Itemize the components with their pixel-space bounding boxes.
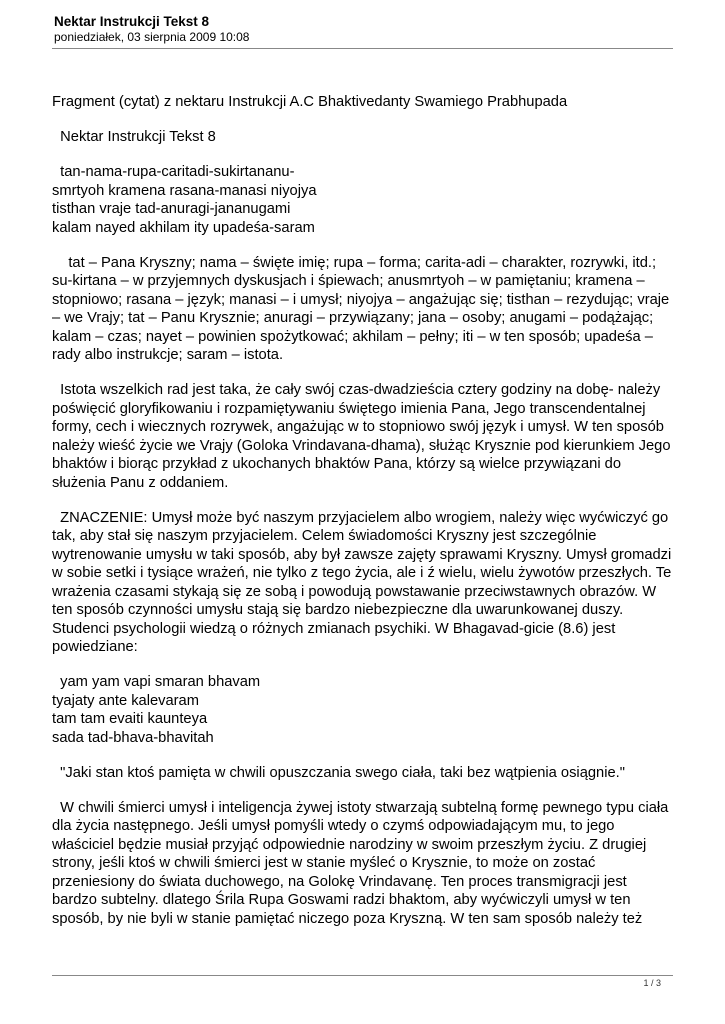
paragraph-synonyms: tat – Pana Kryszny; nama – święte imię; rupa – forma; carita-adi – charakter, rozrywki, itd.; su-kirtana – w przyjemnych dyskusjach i śpiewach; anusmrtyoh – w pamiętaniu; kramena – stopniowo; rasana – język; manasi – i umysł; niyojya – angażując się; tisthan – rezydując; vraje – we Vrajy; tat – Panu Krysznie; anuragi – przywiązany; jana – osoby; anugami – podążając; kalam – czas; nayet – powinien spożytkować; akhilam – pełny; iti – w ten sposób; upadeśa – rady albo instrukcje; saram – istota. bbox=[52, 254, 670, 363]
page-number: 1 / 3 bbox=[643, 978, 661, 988]
verse-sanskrit: tan-nama-rupa-caritadi-sukirtananu- smrtyoh kramena rasana-manasi niyojya tisthan vraje tad-anuragi-jananugami kalam nayed akhilam ity upadeśa-saram bbox=[52, 164, 317, 236]
document-date: poniedziałek, 03 sierpnia 2009 10:08 bbox=[54, 30, 250, 44]
verse-gita: yam yam vapi smaran bhavam tyajaty ante kalevaram tam tam evaiti kaunteya sada tad-bhava-bhavitah bbox=[52, 674, 261, 746]
paragraph-purport-continued: W chwili śmierci umysł i inteligencja żywej istoty stwarzają subtelną formę pewnego typu ciała dla życia następnego. Jeśli umysł pomyśli wtedy o czymś odpowiadającym mu, to jego właściciel będzie musiał przyjąć odpowiednie narodziny w swoim przeszłym życiu. Z drugiej strony, jeśli ktoś w chwili śmierci jest w stanie myśleć o Krysznie, to może on zostać przeniesiony do świata duchowego, na Golokę Vrindavanę. Ten proces transmigracji jest bardzo subtelny. dlatego Śrila Rupa Goswami radzi bhaktom, aby wyćwiczyli umysł w ten sposób, by nie byli w stanie pamiętać niczego poza Kryszną. W ten sam sposób należy też bbox=[52, 799, 669, 927]
document-body bbox=[52, 93, 676, 945]
header-divider bbox=[52, 48, 673, 49]
paragraph-purport: ZNACZENIE: Umysł może być naszym przyjacielem albo wrogiem, należy więc wyćwiczyć go tak, aby stał się naszym przyjacielem. Celem świadomości Kryszny jest szczególnie wytrenowanie umysłu w taki sposób, aby był zawsze zajęty sprawami Kryszny. Umysł gromadzi w sobie setki i tysiące wrażeń, nie tylko z tego życia, ale i ź wielu, wielu żywotów przeszłych. Te wrażenia czasami stykają się ze sobą i powodują powstawanie przeciwstawnych obrazów. W ten sposób czynności umysłu stają się bardzo niebezpieczne dla uwarunkowanej duszy. Studenci psychologii wiedzą o różnych zmianach psychiki. W Bhagavad-gicie (8.6) jest powiedziane: bbox=[52, 509, 672, 655]
footer-divider bbox=[52, 975, 673, 976]
document-title: Nektar Instrukcji Tekst 8 bbox=[54, 14, 210, 29]
paragraph-intro: Fragment (cytat) z nektaru Instrukcji A.C Bhaktivedanty Swamiego Prabhupada bbox=[52, 94, 568, 110]
paragraph-subtitle: Nektar Instrukcji Tekst 8 bbox=[52, 129, 216, 145]
paragraph-quote: "Jaki stan ktoś pamięta w chwili opuszczania swego ciała, taki bez wątpienia osiągnie." bbox=[52, 764, 625, 781]
paragraph-translation: Istota wszelkich rad jest taka, że cały swój czas-dwadzieścia cztery godziny na dobę- należy poświęcić gloryfikowaniu i rozpamiętywaniu świętego imienia Pana, Jego transcendentalnej formy, cech i wiecznych rozrywek, angażując w to stopniowo swój język i umysł. W ten sposób należy wieść życie we Vrajy (Goloka Vrindavana-dhama), służąc Krysznie pod kierunkiem Jego bhaktów i biorąc przykład z ukochanych bhaktów Pana, którzy są wielce przywiązani do służenia Panu z oddaniem. bbox=[52, 382, 671, 491]
document-header bbox=[54, 14, 249, 45]
